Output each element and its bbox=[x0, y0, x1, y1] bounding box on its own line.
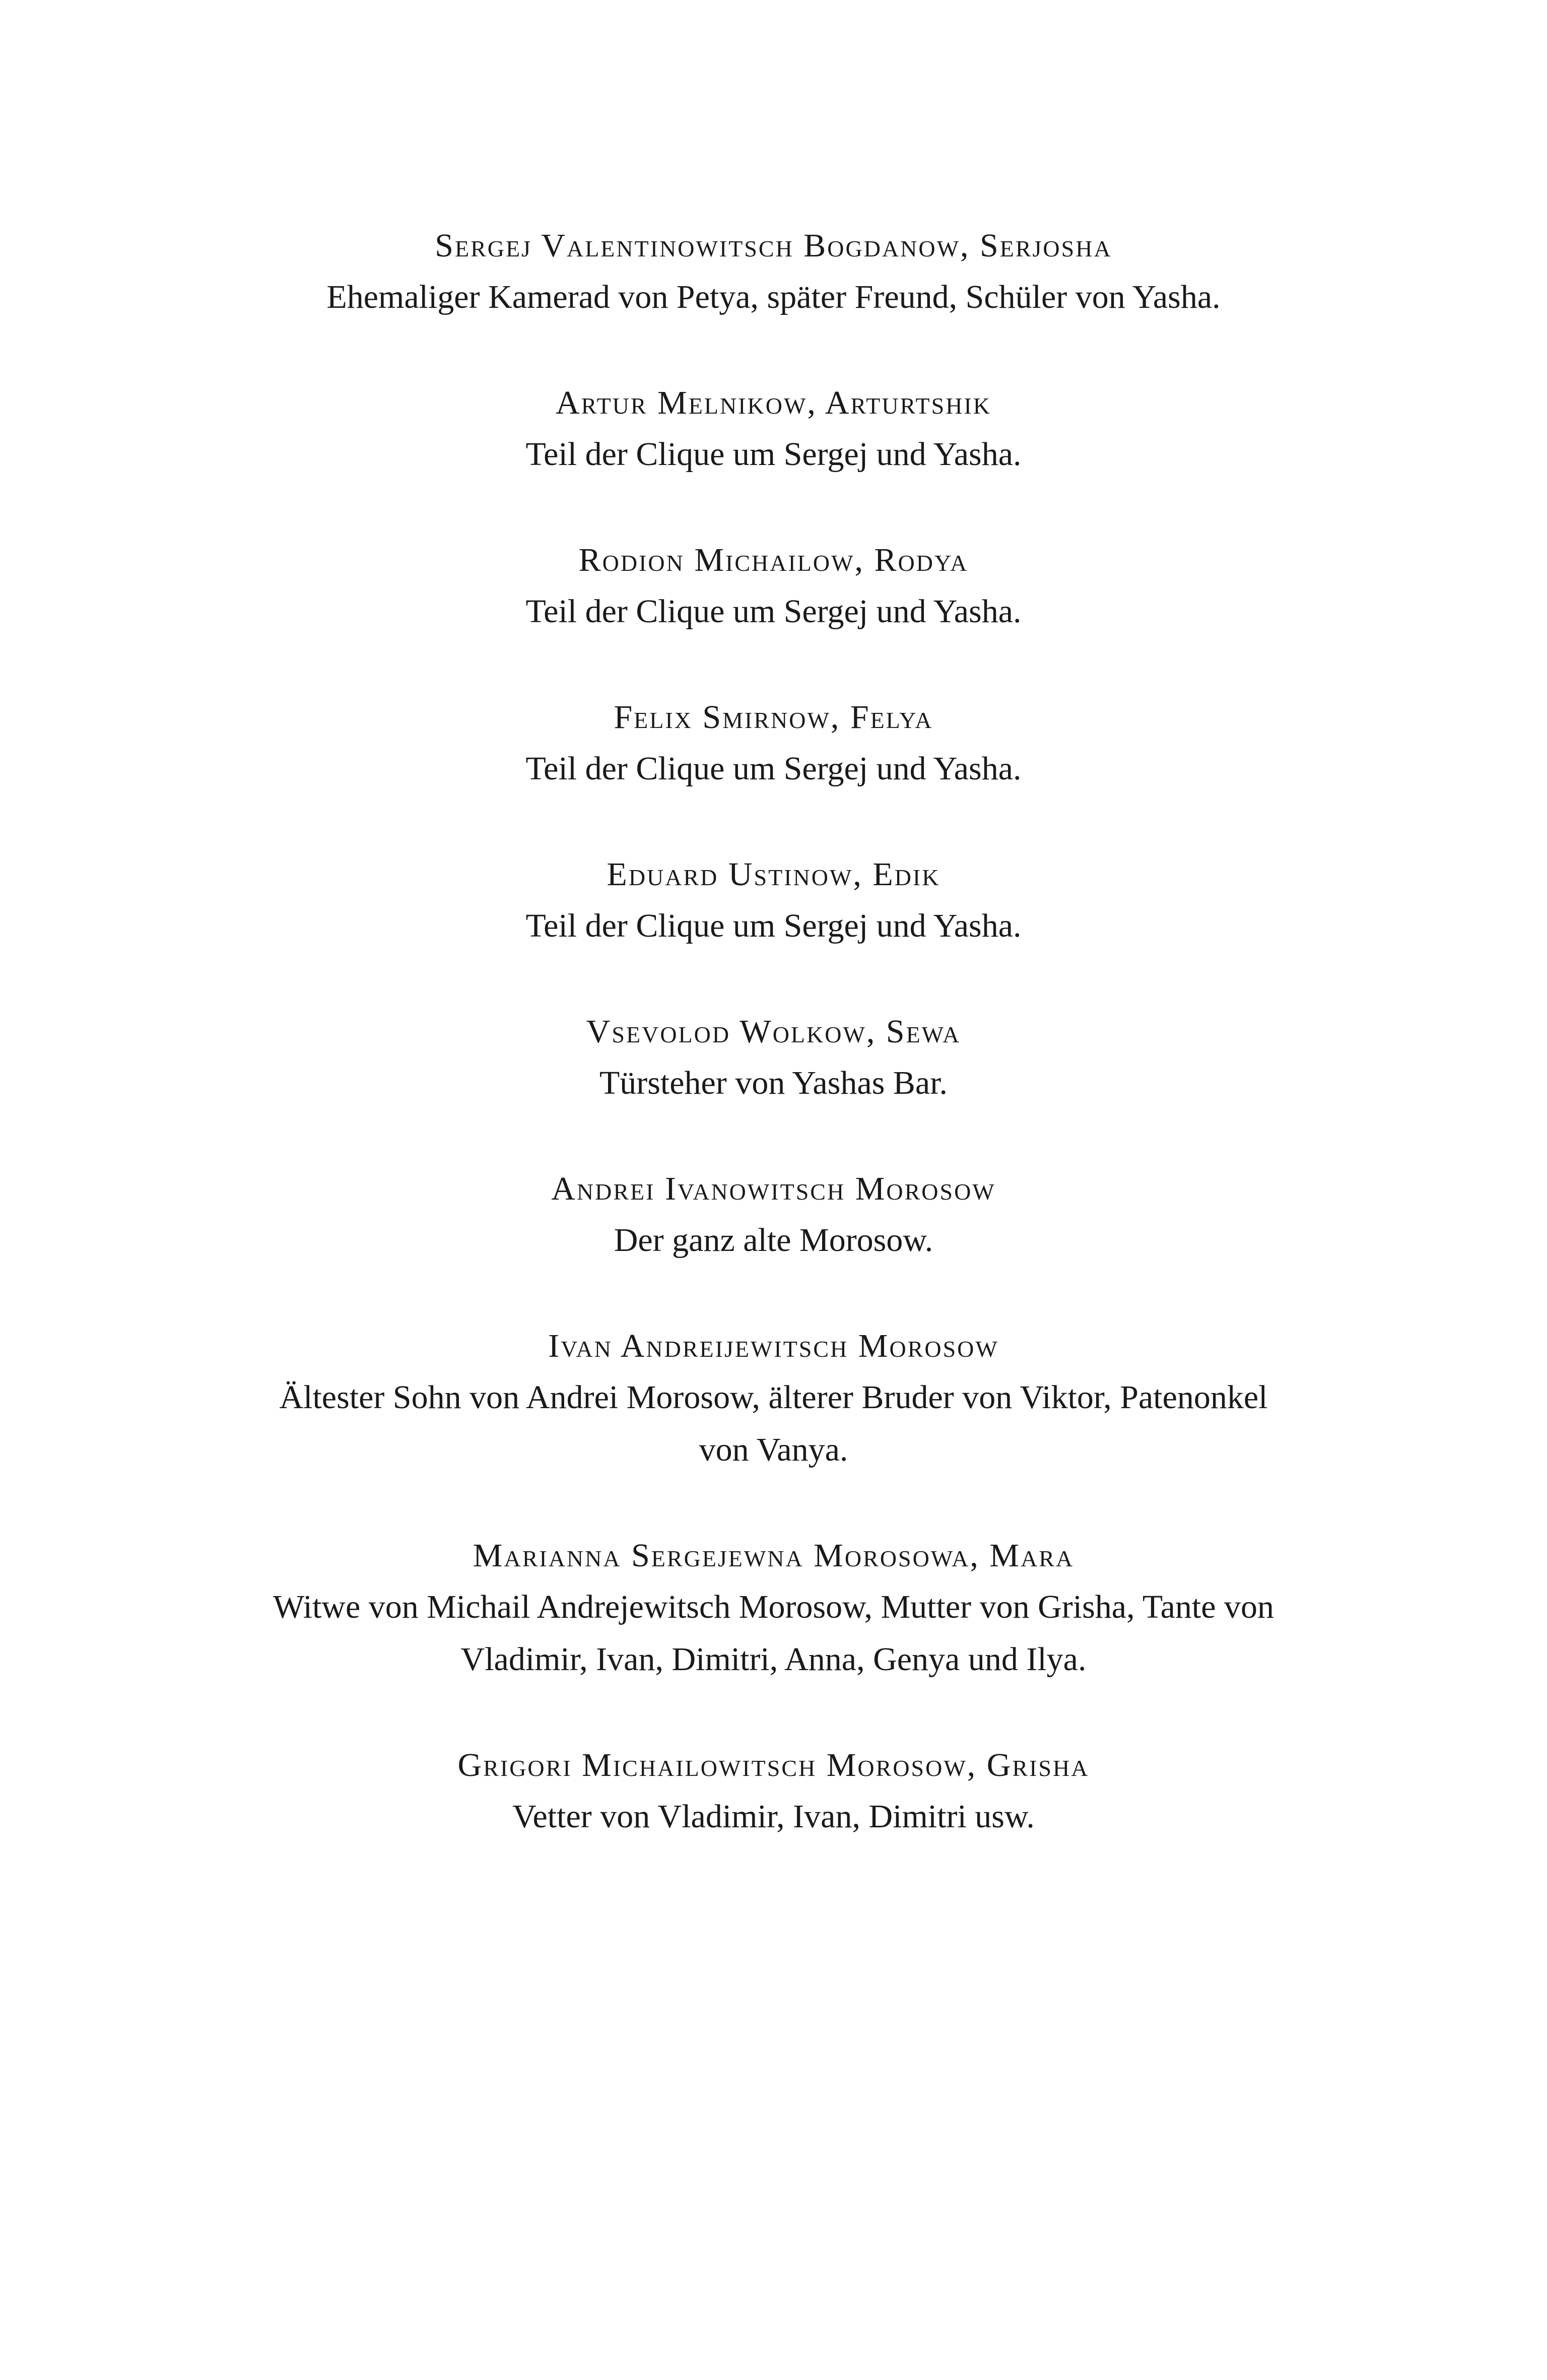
character-description: Türsteher von Yashas Bar. bbox=[599, 1065, 948, 1101]
character-description: Teil der Clique um Sergej und Yasha. bbox=[525, 593, 1022, 630]
character-name: Marianna Sergejewna Morosowa, Mara bbox=[473, 1537, 1074, 1574]
character-description: Ältester Sohn von Andrei Morosow, älterer Bruder von Viktor, Patenonkel von Vanya. bbox=[279, 1379, 1268, 1468]
character-description: Teil der Clique um Sergej und Yasha. bbox=[525, 750, 1022, 787]
character-description: Teil der Clique um Sergej und Yasha. bbox=[525, 436, 1022, 473]
character-description: Vetter von Vladimir, Ivan, Dimitri usw. bbox=[512, 1798, 1035, 1835]
character-description: Witwe von Michail Andrejewitsch Morosow, Mutter von Grisha, Tante von Vladimir, Ivan, Dimitri, Anna, Genya und Ilya. bbox=[273, 1589, 1274, 1678]
character-name: Artur Melnikow, Arturtshik bbox=[556, 384, 991, 421]
character-list bbox=[0, 221, 1547, 1897]
character-name: Rodion Michailow, Rodya bbox=[578, 542, 969, 578]
character-entry bbox=[458, 1740, 1090, 1843]
character-description: Teil der Clique um Sergej und Yasha. bbox=[525, 907, 1022, 944]
character-entry bbox=[525, 535, 1021, 638]
character-entry bbox=[586, 1007, 961, 1109]
character-entry bbox=[525, 849, 1021, 952]
character-name: Andrei Ivanowitsch Morosow bbox=[551, 1170, 996, 1207]
character-entry bbox=[525, 378, 1021, 481]
character-description: Der ganz alte Morosow. bbox=[614, 1222, 933, 1259]
character-name: Vsevolod Wolkow, Sewa bbox=[586, 1013, 961, 1050]
character-name: Ivan Andreijewitsch Morosow bbox=[548, 1328, 999, 1364]
character-entry bbox=[260, 1321, 1288, 1476]
character-entry bbox=[260, 1531, 1288, 1686]
character-name: Eduard Ustinow, Edik bbox=[607, 856, 940, 893]
character-name: Felix Smirnow, Felya bbox=[614, 699, 933, 736]
character-name: Sergej Valentinowitsch Bogdanow, Serjosha bbox=[435, 227, 1112, 264]
character-entry bbox=[525, 692, 1021, 795]
character-description: Ehemaliger Kamerad von Petya, später Freund, Schüler von Yasha. bbox=[326, 279, 1221, 315]
character-entry bbox=[551, 1164, 995, 1267]
character-entry bbox=[326, 221, 1220, 323]
character-name: Grigori Michailowitsch Morosow, Grisha bbox=[457, 1747, 1090, 1783]
